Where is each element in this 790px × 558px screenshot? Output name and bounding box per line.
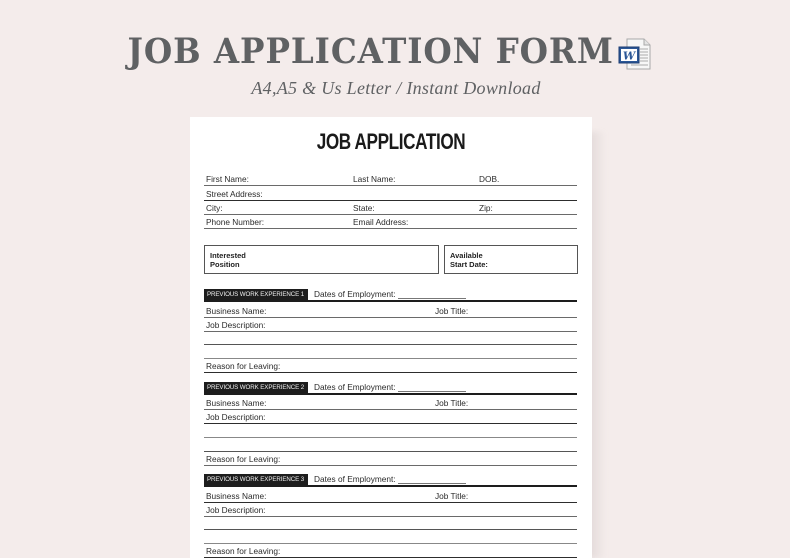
reason-for-leaving-row[interactable] <box>204 544 577 558</box>
dates-of-employment-field[interactable] <box>398 298 466 299</box>
job-description-row[interactable] <box>204 410 577 424</box>
job-description-line[interactable] <box>204 437 577 438</box>
state-label: State: <box>353 203 375 213</box>
work-experience-3-tab: PREVIOUS WORK EXPERIENCE 3 <box>204 474 308 485</box>
reason-for-leaving-label: Reason for Leaving: <box>206 361 281 371</box>
job-description-row[interactable] <box>204 503 577 517</box>
row-phone-email[interactable] <box>204 215 577 229</box>
row-city-state-zip[interactable] <box>204 201 577 215</box>
business-name-row[interactable] <box>204 396 577 410</box>
row-street-address[interactable] <box>204 187 577 201</box>
form-page <box>190 117 592 558</box>
dates-of-employment-field[interactable] <box>398 391 466 392</box>
last-name-label: Last Name: <box>353 174 396 184</box>
start-date-label-1: Available <box>450 251 483 260</box>
job-description-row[interactable] <box>204 318 577 332</box>
job-description-label: Job Description: <box>206 320 266 330</box>
email-address-label: Email Address: <box>353 217 409 227</box>
business-name-label: Business Name: <box>206 398 267 408</box>
work-experience-1-header <box>204 289 577 302</box>
dates-of-employment-label: Dates of Employment: <box>314 382 396 392</box>
document-title: JOB APPLICATION <box>316 129 466 154</box>
start-date-label-2: Start Date: <box>450 260 488 269</box>
reason-for-leaving-label: Reason for Leaving: <box>206 454 281 464</box>
work-experience-2-header <box>204 382 577 395</box>
business-name-row[interactable] <box>204 304 577 318</box>
reason-for-leaving-label: Reason for Leaving: <box>206 546 281 556</box>
zip-label: Zip: <box>479 203 493 213</box>
dob-label: DOB. <box>479 174 500 184</box>
dates-of-employment-label: Dates of Employment: <box>314 289 396 299</box>
business-name-label: Business Name: <box>206 306 267 316</box>
city-label: City: <box>206 203 223 213</box>
hero-subtitle: A4,A5 & Us Letter / Instant Download <box>251 78 541 98</box>
interested-position-box[interactable] <box>204 245 439 274</box>
first-name-label: First Name: <box>206 174 249 184</box>
hero-title: JOB APPLICATION FORM <box>127 31 614 72</box>
business-name-row[interactable] <box>204 489 577 503</box>
work-experience-3-header <box>204 474 577 487</box>
interested-position-label-1: Interested <box>210 251 246 260</box>
street-address-label: Street Address: <box>206 189 263 199</box>
reason-for-leaving-row[interactable] <box>204 452 577 466</box>
word-document-icon <box>617 38 651 70</box>
phone-number-label: Phone Number: <box>206 217 265 227</box>
row-name-dob[interactable] <box>204 172 577 186</box>
dates-of-employment-label: Dates of Employment: <box>314 474 396 484</box>
work-experience-1-tab: PREVIOUS WORK EXPERIENCE 1 <box>204 289 308 300</box>
available-start-date-box[interactable] <box>444 245 578 274</box>
job-description-label: Job Description: <box>206 412 266 422</box>
dates-of-employment-field[interactable] <box>398 483 466 484</box>
reason-for-leaving-row[interactable] <box>204 359 577 373</box>
interested-position-label-2: Position <box>210 260 240 269</box>
job-title-label: Job Title: <box>435 398 469 408</box>
svg-text:W: W <box>622 49 636 63</box>
job-title-label: Job Title: <box>435 491 469 501</box>
business-name-label: Business Name: <box>206 491 267 501</box>
job-title-label: Job Title: <box>435 306 469 316</box>
job-description-line[interactable] <box>204 529 577 530</box>
job-description-line[interactable] <box>204 344 577 345</box>
work-experience-2-tab: PREVIOUS WORK EXPERIENCE 2 <box>204 382 308 393</box>
job-description-label: Job Description: <box>206 505 266 515</box>
